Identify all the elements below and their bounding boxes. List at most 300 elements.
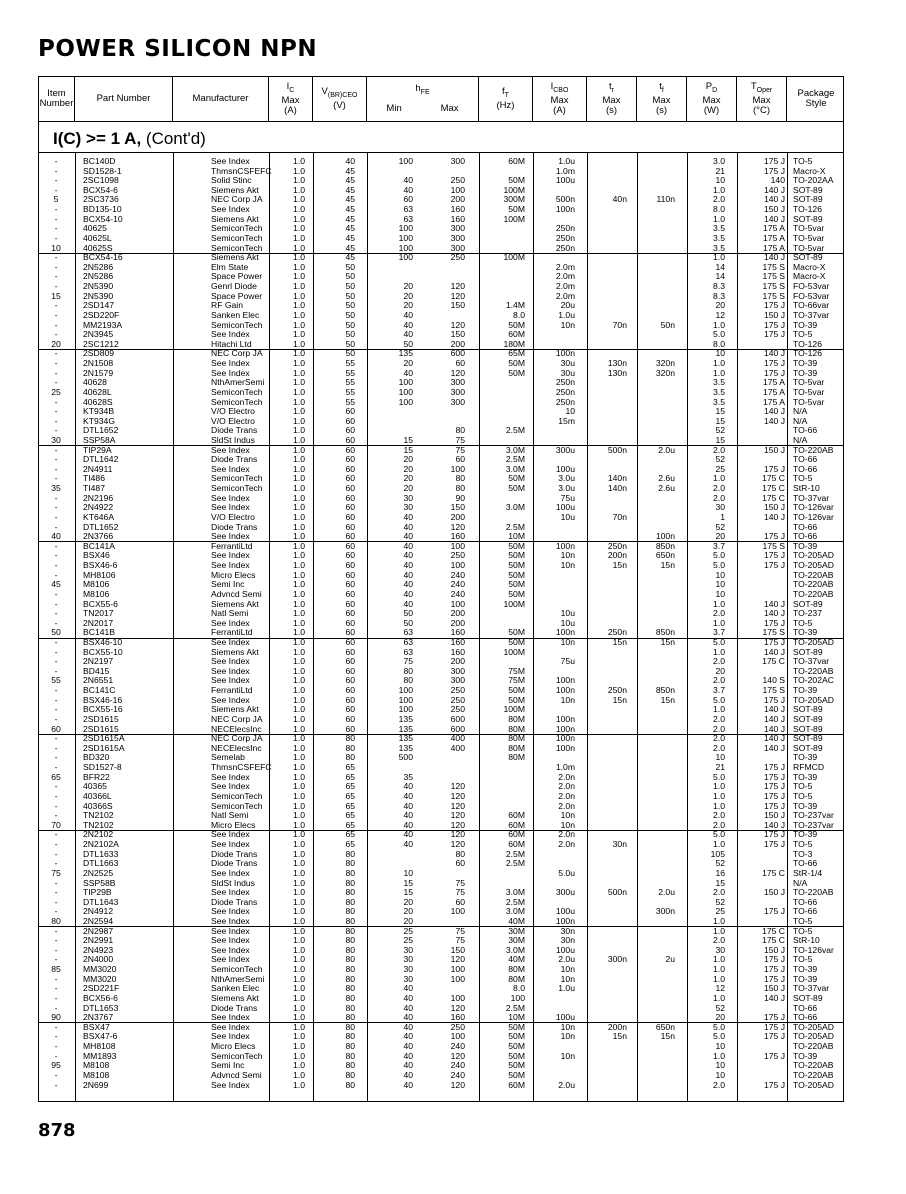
vbr-ceo: 65	[345, 839, 355, 850]
icbo-max: 100u	[555, 906, 575, 917]
manufacturer: FerrantiLtd	[211, 685, 253, 696]
ic-max: 1.0	[293, 992, 305, 1003]
toper-max: 175 A	[763, 386, 785, 397]
ic-max: 1.0	[293, 944, 305, 955]
page-title: POWER SILICON NPN	[38, 36, 318, 62]
header-mfr	[173, 77, 269, 121]
header-hfe-symbol	[415, 84, 429, 98]
ic-max: 1.0	[293, 473, 305, 484]
pd-max: 52	[715, 896, 725, 907]
toper-max: 150 J	[763, 309, 785, 320]
toper-max: 150 J	[763, 944, 785, 955]
hfe-max: 100	[450, 992, 465, 1003]
part-number: 2N4912	[83, 906, 114, 917]
part-number: BCX55-16	[83, 704, 123, 715]
ic-max: 1.0	[293, 713, 305, 724]
hfe-min: 100	[398, 232, 413, 243]
part-number: 40625	[83, 223, 107, 234]
toper-max: 150 J	[763, 204, 785, 215]
manufacturer: See Index	[211, 771, 250, 782]
part-number: MM3020	[83, 964, 117, 975]
ic-max: 1.0	[293, 213, 305, 224]
ft: 100M	[503, 646, 525, 657]
hfe-min: 135	[398, 733, 413, 744]
part-number: SD1528-1	[83, 165, 122, 176]
tr-max: 15n	[612, 637, 627, 647]
pd-max: 3.5	[713, 232, 725, 243]
part-number: 2N3767	[83, 1012, 114, 1023]
icbo-max: 5.0u	[558, 867, 575, 878]
item-number: -	[54, 877, 58, 888]
part-number: MM1893	[83, 1050, 117, 1061]
item-number: -	[54, 367, 58, 378]
tr-max: 200n	[607, 1021, 627, 1032]
hfe-min: 40	[403, 1069, 413, 1080]
part-number: M8108	[83, 1060, 110, 1071]
package-style: TO-66	[793, 1012, 818, 1023]
ft: 100M	[503, 252, 525, 263]
vbr-ceo: 50	[345, 261, 355, 272]
ic-max: 1.0	[293, 531, 305, 542]
item-number: 90	[51, 1012, 61, 1023]
item-number: 35	[51, 483, 61, 494]
manufacturer: See Index	[211, 637, 250, 647]
item-number: -	[54, 617, 58, 628]
vbr-ceo: 60	[345, 483, 355, 494]
icbo-max: 10n	[560, 819, 575, 830]
package-style: TO-126	[793, 204, 822, 215]
hfe-min: 135	[398, 348, 413, 359]
ft: 2.5M	[505, 1002, 525, 1013]
icbo-max: 250n	[555, 377, 575, 388]
condition-heading	[53, 129, 206, 149]
hfe-min: 10	[403, 867, 413, 878]
item-number: -	[54, 944, 58, 955]
pd-max: 1.0	[713, 704, 725, 715]
package-style: TO-5var	[793, 377, 825, 388]
hfe-min: 63	[403, 213, 413, 224]
part-number: KT934B	[83, 406, 115, 417]
hfe-max: 120	[450, 800, 465, 811]
vbr-ceo: 80	[345, 733, 355, 744]
item-number: -	[54, 300, 58, 311]
hfe-max: 300	[450, 242, 465, 253]
pd-max: 1.0	[713, 992, 725, 1003]
icbo-max: 300u	[555, 887, 575, 898]
hfe-max: 200	[450, 617, 465, 628]
icbo-max: 10n	[560, 319, 575, 330]
pd-max: 3.5	[713, 377, 725, 388]
ic-max: 1.0	[293, 175, 305, 186]
ft: 50M	[508, 627, 525, 638]
tr-max: 30n	[612, 839, 627, 850]
part-number: 2N2594	[83, 915, 114, 926]
toper-max: 140 J	[763, 348, 785, 359]
vbr-ceo: 80	[345, 1060, 355, 1071]
pd-max: 5.0	[713, 329, 725, 340]
ic-max: 1.0	[293, 896, 305, 907]
manufacturer: Diode Trans	[211, 454, 258, 465]
part-number: KT934G	[83, 415, 116, 426]
item-number: -	[54, 598, 58, 609]
part-number: DTL1643	[83, 896, 119, 907]
toper-max: 175 J	[763, 463, 785, 474]
hfe-min: 40	[403, 1002, 413, 1013]
ft: 3.0M	[505, 444, 525, 455]
pd-max: 1.0	[713, 964, 725, 975]
ic-max: 1.0	[293, 915, 305, 926]
pd-max: 1.0	[713, 358, 725, 369]
ft: 100M	[503, 213, 525, 224]
package-style: TO-205AD	[793, 550, 834, 561]
hfe-min: 30	[403, 492, 413, 503]
vbr-ceo: 50	[345, 281, 355, 292]
icbo-max: 250n	[555, 396, 575, 407]
ft: 2.5M	[505, 848, 525, 859]
ic-max: 1.0	[293, 781, 305, 792]
part-number: 2N2197	[83, 656, 114, 667]
ft: 50M	[508, 579, 525, 590]
icbo-max: 2.0n	[558, 771, 575, 782]
item-number: -	[54, 406, 58, 417]
toper-max: 175 J	[763, 358, 785, 369]
toper-max: 140 J	[763, 733, 785, 744]
part-number: 2SC1212	[83, 338, 119, 349]
pd-max: 10	[715, 569, 725, 580]
item-number: -	[54, 550, 58, 561]
hfe-max: 200	[450, 656, 465, 667]
ic-max: 1.0	[293, 223, 305, 234]
icbo-max: 2.0m	[555, 261, 575, 272]
header-pd-subscript: D	[712, 86, 718, 94]
package-style: TO-205AD	[793, 1031, 834, 1042]
part-number: BD320	[83, 752, 110, 763]
package-style: TO-205AD	[793, 1079, 834, 1090]
package-style: TO-5	[793, 156, 813, 166]
pd-max: 8.0	[713, 338, 725, 349]
vbr-ceo: 60	[345, 502, 355, 513]
hfe-min: 15	[403, 444, 413, 455]
pd-max: 1.0	[713, 617, 725, 628]
part-number: MH8106	[83, 569, 116, 580]
manufacturer: SemiconTech	[211, 232, 263, 243]
manufacturer: NECElecsInc	[211, 723, 262, 734]
toper-max: 140 J	[763, 713, 785, 724]
pd-max: 14	[715, 271, 725, 282]
tf-max: 15n	[660, 694, 675, 705]
part-number: 2SC1098	[83, 175, 119, 186]
part-number: 2N2525	[83, 867, 114, 878]
icbo-max: 100n	[555, 713, 575, 724]
part-number: 2SC3736	[83, 194, 119, 205]
vbr-ceo: 60	[345, 713, 355, 724]
pd-max: 2.0	[713, 887, 725, 898]
item-number: 70	[51, 819, 61, 830]
hfe-min: 63	[403, 646, 413, 657]
hfe-max: 60	[455, 896, 465, 907]
package-style: TO-39	[793, 829, 818, 840]
manufacturer: See Index	[211, 935, 250, 946]
manufacturer: V/O Electro	[211, 511, 255, 522]
hfe-max: 160	[450, 637, 465, 647]
hfe-min: 500	[398, 752, 413, 763]
manufacturer: NEC Corp JA	[211, 194, 263, 205]
toper-max: 175 J	[763, 560, 785, 571]
icbo-max: 2.0m	[555, 281, 575, 292]
ic-max: 1.0	[293, 319, 305, 330]
tr-max: 130n	[607, 367, 627, 378]
manufacturer: Micro Elecs	[211, 569, 256, 580]
toper-max: 140 J	[763, 646, 785, 657]
toper-max: 140 J	[763, 608, 785, 619]
header-tf-subscript: f	[661, 86, 664, 94]
package-style: TO-126	[793, 338, 822, 349]
hfe-max: 240	[450, 1060, 465, 1071]
hfe-min: 80	[403, 675, 413, 686]
pd-max: 8.3	[713, 290, 725, 301]
manufacturer: See Index	[211, 502, 250, 513]
ft: 8.0	[513, 983, 525, 994]
package-style: TO-220AB	[793, 887, 834, 898]
ft: 100M	[503, 598, 525, 609]
ic-max: 1.0	[293, 1002, 305, 1013]
icbo-max: 100u	[555, 944, 575, 955]
hfe-max: 120	[450, 810, 465, 821]
ic-max: 1.0	[293, 1079, 305, 1090]
pd-max: 3.5	[713, 242, 725, 253]
ic-max: 1.0	[293, 877, 305, 888]
toper-max: 175 C	[762, 473, 785, 484]
package-style: RFMCD	[793, 762, 825, 773]
tf-max: 850n	[655, 627, 675, 638]
tf-max: 2u	[665, 954, 675, 965]
hfe-min: 100	[398, 704, 413, 715]
manufacturer: NECElecsInc	[211, 742, 262, 753]
item-number: -	[54, 608, 58, 619]
package-style: SOT-89	[793, 194, 823, 205]
hfe-max: 400	[450, 733, 465, 744]
part-number: 2N1508	[83, 358, 114, 369]
pd-max: 21	[715, 165, 725, 176]
package-style: N/A	[793, 415, 808, 426]
package-style: TO-237	[793, 608, 822, 619]
package-style: TO-39	[793, 358, 818, 369]
package-style: TO-126var	[793, 511, 834, 522]
vbr-ceo: 60	[345, 540, 355, 551]
part-number: 40628	[83, 377, 107, 388]
ft: 60M	[508, 839, 525, 850]
toper-max: 140 J	[763, 723, 785, 734]
tr-max: 130n	[607, 358, 627, 369]
icbo-max: 10n	[560, 964, 575, 975]
toper-max: 175 J	[763, 156, 785, 166]
package-style: TO-5	[793, 790, 813, 801]
ft: 2.5M	[505, 858, 525, 869]
icbo-max: 10u	[560, 511, 575, 522]
package-style: TO-66	[793, 531, 818, 542]
toper-max: 175 C	[762, 492, 785, 503]
pd-max: 52	[715, 454, 725, 465]
pd-max: 8.3	[713, 281, 725, 292]
pd-max: 1.0	[713, 973, 725, 984]
package-style: Macro-X	[793, 271, 826, 282]
ft: 50M	[508, 1069, 525, 1080]
hfe-max: 200	[450, 338, 465, 349]
manufacturer: Diode Trans	[211, 896, 258, 907]
header-tf-letter: t	[659, 81, 662, 93]
part-number: 2N4000	[83, 954, 114, 965]
hfe-max: 120	[450, 829, 465, 840]
icbo-max: 30n	[560, 925, 575, 936]
ic-max: 1.0	[293, 800, 305, 811]
ic-max: 1.0	[293, 377, 305, 388]
tr-max: 300n	[607, 954, 627, 965]
part-number: 2N5390	[83, 290, 114, 301]
manufacturer: See Index	[211, 156, 250, 166]
ic-max: 1.0	[293, 232, 305, 243]
part-number: 40628L	[83, 386, 112, 397]
icbo-max: 10n	[560, 550, 575, 561]
hfe-max: 300	[450, 396, 465, 407]
package-style: TO-5	[793, 781, 813, 792]
header-item-line: Item	[47, 88, 66, 99]
toper-max: 140 S	[762, 675, 785, 686]
hfe-min: 40	[403, 1060, 413, 1071]
tf-max: 50n	[660, 319, 675, 330]
ft: 2.5M	[505, 454, 525, 465]
hfe-max: 160	[450, 627, 465, 638]
pd-max: 30	[715, 502, 725, 513]
part-number: TI487	[83, 483, 105, 494]
vbr-ceo: 40	[345, 156, 355, 166]
ft: 80M	[508, 964, 525, 975]
tf-max: 2.6u	[658, 473, 675, 484]
vbr-ceo: 45	[345, 252, 355, 263]
ic-max: 1.0	[293, 569, 305, 580]
hfe-max: 80	[455, 483, 465, 494]
vbr-ceo: 60	[345, 608, 355, 619]
toper-max: 150 J	[763, 983, 785, 994]
hfe-min: 20	[403, 906, 413, 917]
package-style: TO-37var	[793, 983, 830, 994]
vbr-ceo: 80	[345, 742, 355, 753]
header-vbr	[313, 77, 367, 121]
part-number: BCX55-6	[83, 598, 118, 609]
toper-max: 175 J	[763, 550, 785, 561]
item-number: 50	[51, 627, 61, 638]
hfe-min: 30	[403, 973, 413, 984]
package-style: TO-205AD	[793, 694, 834, 705]
hfe-min: 40	[403, 367, 413, 378]
vbr-ceo: 80	[345, 915, 355, 926]
icbo-max: 100n	[555, 540, 575, 551]
pd-max: 2.0	[713, 810, 725, 821]
tf-max: 320n	[655, 358, 675, 369]
hfe-max: 250	[450, 550, 465, 561]
header-hfe-min: Min	[386, 102, 402, 114]
toper-max: 175 J	[763, 165, 785, 176]
hfe-max: 200	[450, 511, 465, 522]
table-row	[39, 1081, 843, 1091]
part-number: 2SD1615A	[83, 742, 125, 753]
item-number: 85	[51, 964, 61, 975]
ic-max: 1.0	[293, 358, 305, 369]
ic-max: 1.0	[293, 588, 305, 599]
part-number: DTL1652	[83, 521, 119, 532]
vbr-ceo: 50	[345, 319, 355, 330]
part-number: 2N6551	[83, 675, 114, 686]
ic-max: 1.0	[293, 184, 305, 195]
hfe-min: 40	[403, 569, 413, 580]
manufacturer: Siemens Akt	[211, 252, 259, 263]
icbo-max: 10n	[560, 973, 575, 984]
pd-max: 2.0	[713, 1079, 725, 1090]
package-style: TO-126var	[793, 944, 834, 955]
manufacturer: See Index	[211, 675, 250, 686]
ic-max: 1.0	[293, 156, 305, 166]
part-number: 2N2017	[83, 617, 114, 628]
hfe-max: 100	[450, 560, 465, 571]
manufacturer: Sanken Elec	[211, 983, 260, 994]
package-style: FO-53var	[793, 290, 830, 301]
part-number: MM3020	[83, 973, 117, 984]
package-style: TO-37var	[793, 656, 830, 667]
item-number: -	[54, 165, 58, 176]
pd-max: 20	[715, 1012, 725, 1023]
item-number: -	[54, 492, 58, 503]
package-style: TO-205AD	[793, 560, 834, 571]
item-number: 45	[51, 579, 61, 590]
toper-max: 175 J	[763, 829, 785, 840]
part-number: BD135-10	[83, 204, 122, 215]
hfe-max: 75	[455, 887, 465, 898]
pd-max: 2.0	[713, 492, 725, 503]
manufacturer: See Index	[211, 887, 250, 898]
icbo-max: 10n	[560, 1050, 575, 1061]
ic-max: 1.0	[293, 665, 305, 676]
vbr-ceo: 60	[345, 454, 355, 465]
pd-max: 1	[720, 511, 725, 522]
item-number: -	[54, 954, 58, 965]
part-number: M8106	[83, 588, 110, 599]
ic-max: 1.0	[293, 1012, 305, 1023]
toper-max: 140 J	[763, 184, 785, 195]
hfe-max: 300	[450, 386, 465, 397]
vbr-ceo: 60	[345, 444, 355, 455]
hfe-min: 100	[398, 396, 413, 407]
hfe-min: 40	[403, 781, 413, 792]
header-pd-line: Max	[702, 94, 721, 106]
pd-max: 3.7	[713, 685, 725, 696]
ic-max: 1.0	[293, 906, 305, 917]
manufacturer: See Index	[211, 1012, 250, 1023]
pd-max: 52	[715, 858, 725, 869]
toper-max: 175 J	[763, 781, 785, 792]
item-number: -	[54, 1002, 58, 1013]
manufacturer: NthAmerSemi	[211, 377, 265, 388]
hfe-min: 40	[403, 1031, 413, 1042]
package-style: StR-10	[793, 483, 820, 494]
pd-max: 25	[715, 463, 725, 474]
manufacturer: SemiconTech	[211, 386, 263, 397]
ic-max: 1.0	[293, 810, 305, 821]
hfe-min: 40	[403, 1021, 413, 1032]
ft: 60M	[508, 329, 525, 340]
manufacturer: Hitachi Ltd	[211, 338, 252, 349]
tr-max: 70n	[612, 511, 627, 522]
hfe-max: 100	[450, 184, 465, 195]
package-style: TO-5	[793, 925, 813, 936]
